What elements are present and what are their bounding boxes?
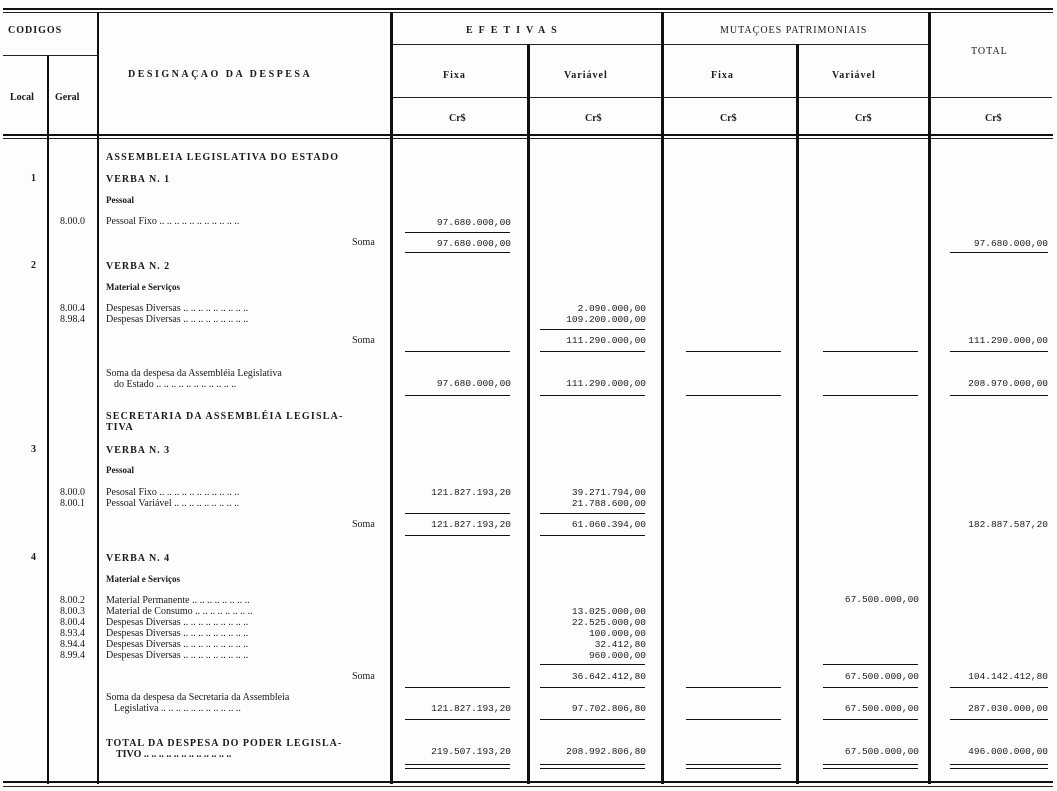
sum-rule	[540, 535, 645, 536]
amount-mut-variavel: 67.500.000,00	[844, 703, 919, 714]
top-border-line-inner	[3, 12, 1053, 13]
total-rule	[540, 764, 645, 765]
subtotal-description-cont: do Estado .. .. .. .. .. .. .. .. .. .. ..	[114, 379, 237, 390]
amount-ef-fixa: 97.680.000,00	[436, 217, 511, 228]
amount-ef-variavel: 36.642.412,80	[571, 671, 646, 682]
amount-ef-fixa: 97.680.000,00	[436, 238, 511, 249]
subtotal-description: Soma da despesa da Secretaria da Assembleia	[106, 692, 290, 703]
code-geral: 8.00.4	[60, 617, 85, 628]
code-geral: 8.99.4	[60, 650, 85, 661]
total-rule	[540, 768, 645, 769]
sum-rule	[823, 719, 918, 720]
unit-ef-variavel: Cr$	[585, 113, 602, 124]
unit-mut-variavel: Cr$	[855, 113, 872, 124]
amount-ef-variavel: 61.060.394,00	[571, 519, 646, 530]
sum-rule	[540, 513, 645, 514]
amount-ef-fixa: 97.680.000,00	[436, 378, 511, 389]
item-description: Despesas Diversas .. .. .. .. .. .. .. .. ..	[106, 617, 249, 628]
total-rule	[823, 764, 918, 765]
amount-ef-variavel: 32.412,80	[594, 639, 646, 650]
col-divider-efetivas	[661, 12, 664, 784]
amount-ef-variavel: 109.200.000,00	[566, 314, 646, 325]
total-rule	[950, 764, 1048, 765]
sum-rule	[540, 687, 645, 688]
sum-rule	[950, 351, 1048, 352]
item-description: Pessoal Fixo .. .. .. .. .. .. .. .. .. .. ..	[106, 216, 240, 227]
item-description: Despesas Diversas .. .. .. .. .. .. .. .. ..	[106, 314, 249, 325]
item-description: Despesas Diversas .. .. .. .. .. .. .. .. ..	[106, 639, 249, 650]
header-unit-rule	[392, 97, 1052, 98]
code-geral: 8.00.3	[60, 606, 85, 617]
code-geral: 8.00.2	[60, 595, 85, 606]
amount-ef-fixa: 121.827.193,20	[431, 487, 511, 498]
total-rule	[686, 768, 781, 769]
total-rule	[950, 768, 1048, 769]
code-local: 1	[31, 173, 36, 184]
amount-total: 496.000.000,00	[968, 746, 1048, 757]
header-geral: Geral	[55, 92, 80, 103]
sum-rule	[540, 395, 645, 396]
sum-rule	[540, 329, 645, 330]
amount-mut-variavel: 67.500.000,00	[844, 746, 919, 757]
verba-heading: VERBA N. 1	[106, 174, 171, 185]
code-local: 4	[31, 552, 36, 563]
amount-ef-variavel: 2.090.000,00	[577, 303, 646, 314]
soma-label: Soma	[352, 237, 375, 248]
amount-total: 97.680.000,00	[973, 238, 1048, 249]
code-geral: 8.00.0	[60, 216, 85, 227]
sum-rule	[823, 687, 918, 688]
total-rule	[405, 768, 510, 769]
code-geral: 8.94.4	[60, 639, 85, 650]
total-rule	[405, 764, 510, 765]
section-title: SECRETARIA DA ASSEMBLÉIA LEGISLA-	[106, 411, 344, 422]
sum-rule	[686, 687, 781, 688]
header-mutacoes: MUTAÇOES PATRIMONIAIS	[720, 25, 868, 36]
subgroup-heading: Material e Serviços	[106, 574, 180, 584]
code-geral: 8.00.0	[60, 487, 85, 498]
grand-total-description: TOTAL DA DESPESA DO PODER LEGISLA-	[106, 738, 343, 749]
amount-ef-fixa: 219.507.193,20	[431, 746, 511, 757]
total-rule	[823, 768, 918, 769]
amount-ef-variavel: 208.992.806,80	[566, 746, 646, 757]
unit-ef-fixa: Cr$	[449, 113, 466, 124]
sum-rule	[405, 535, 510, 536]
header-codigos: CODIGOS	[8, 25, 63, 36]
amount-ef-fixa: 121.827.193,20	[431, 703, 511, 714]
col-divider-local	[47, 56, 49, 784]
header-mut-variavel: Variável	[832, 70, 876, 81]
amount-ef-variavel: 111.290.000,00	[566, 378, 646, 389]
unit-mut-fixa: Cr$	[720, 113, 737, 124]
sum-rule	[540, 351, 645, 352]
code-local: 3	[31, 444, 36, 455]
item-description: Despesas Diversas .. .. .. .. .. .. .. .. ..	[106, 650, 249, 661]
col-divider-designacao	[390, 12, 393, 784]
sum-rule	[686, 719, 781, 720]
header-ef-variavel: Variável	[564, 70, 608, 81]
item-description: Material Permanente .. .. .. .. .. .. .. ..	[106, 595, 250, 606]
col-divider-geral	[97, 12, 99, 784]
verba-heading: VERBA N. 2	[106, 261, 171, 272]
code-geral: 8.98.4	[60, 314, 85, 325]
subtotal-description-cont: Legislativa .. .. .. .. .. .. .. .. .. .. ..	[114, 703, 241, 714]
amount-total: 111.290.000,00	[968, 335, 1048, 346]
sum-rule	[950, 687, 1048, 688]
item-description: Despesas Diversas .. .. .. .. .. .. .. .. ..	[106, 628, 249, 639]
sum-rule	[950, 719, 1048, 720]
sum-rule	[405, 351, 510, 352]
code-geral: 8.93.4	[60, 628, 85, 639]
amount-total: 182.887.587,20	[968, 519, 1048, 530]
sum-rule	[405, 252, 510, 253]
amount-ef-variavel: 100.000,00	[588, 628, 646, 639]
amount-ef-variavel: 13.025.000,00	[571, 606, 646, 617]
col-divider-mutacoes	[928, 12, 931, 784]
header-designacao: DESIGNAÇAO DA DESPESA	[128, 69, 313, 80]
header-mut-fixa: Fixa	[711, 70, 734, 81]
sum-rule	[823, 664, 918, 665]
total-rule	[686, 764, 781, 765]
sum-rule	[823, 395, 918, 396]
item-description: Pessoal Variável .. .. .. .. .. .. .. .. ..	[106, 498, 240, 509]
soma-label: Soma	[352, 519, 375, 530]
amount-mut-variavel: 67.500.000,00	[844, 671, 919, 682]
amount-ef-variavel: 111.290.000,00	[566, 335, 646, 346]
sum-rule	[405, 719, 510, 720]
grand-total-description-cont: TIVO .. .. .. .. .. .. .. .. .. .. .. ..	[116, 749, 232, 760]
item-description: Pesosal Fixo .. .. .. .. .. .. .. .. .. .. ..	[106, 487, 240, 498]
sum-rule	[950, 395, 1048, 396]
section-title-cont: TIVA	[106, 422, 134, 433]
code-local: 2	[31, 260, 36, 271]
sum-rule	[540, 664, 645, 665]
soma-label: Soma	[352, 671, 375, 682]
amount-total: 208.970.000,00	[968, 378, 1048, 389]
amount-total: 287.030.000,00	[968, 703, 1048, 714]
sum-rule	[405, 395, 510, 396]
col-divider-mut-fixa	[796, 44, 799, 784]
sum-rule	[405, 232, 510, 233]
header-total: TOTAL	[971, 46, 1008, 57]
sum-rule	[540, 719, 645, 720]
amount-ef-variavel: 22.525.000,00	[571, 617, 646, 628]
top-border-line	[3, 8, 1053, 10]
sum-rule	[405, 687, 510, 688]
subtotal-description: Soma da despesa da Assembléia Legislativa	[106, 368, 282, 379]
section-title: ASSEMBLEIA LEGISLATIVA DO ESTADO	[106, 152, 340, 163]
item-description: Material de Consumo .. .. .. .. .. .. .. ..	[106, 606, 253, 617]
amount-ef-variavel: 39.271.794,00	[571, 487, 646, 498]
sum-rule	[686, 351, 781, 352]
sum-rule	[686, 395, 781, 396]
soma-label: Soma	[352, 335, 375, 346]
amount-ef-variavel: 21.788.600,00	[571, 498, 646, 509]
amount-ef-fixa: 121.827.193,20	[431, 519, 511, 530]
sum-rule	[950, 252, 1048, 253]
amount-ef-variavel: 960.000,00	[588, 650, 646, 661]
header-efetivas: EFETIVAS	[466, 25, 563, 36]
amount-total: 104.142.412,80	[968, 671, 1048, 682]
verba-heading: VERBA N. 3	[106, 445, 171, 456]
codigos-rule	[3, 55, 99, 56]
col-divider-ef-fixa	[527, 44, 530, 784]
unit-total: Cr$	[985, 113, 1002, 124]
item-description: Despesas Diversas .. .. .. .. .. .. .. .. ..	[106, 303, 249, 314]
subgroup-heading: Pessoal	[106, 465, 134, 475]
verba-heading: VERBA N. 4	[106, 553, 171, 564]
amount-mut-variavel: 67.500.000,00	[844, 594, 919, 605]
subgroup-heading: Material e Serviços	[106, 282, 180, 292]
header-ef-fixa: Fixa	[443, 70, 466, 81]
header-local: Local	[10, 92, 34, 103]
code-geral: 8.00.4	[60, 303, 85, 314]
subgroup-heading: Pessoal	[106, 195, 134, 205]
code-geral: 8.00.1	[60, 498, 85, 509]
amount-ef-variavel: 97.702.806,80	[571, 703, 646, 714]
bottom-border-line-inner	[3, 786, 1053, 787]
sum-rule	[405, 513, 510, 514]
sum-rule	[823, 351, 918, 352]
